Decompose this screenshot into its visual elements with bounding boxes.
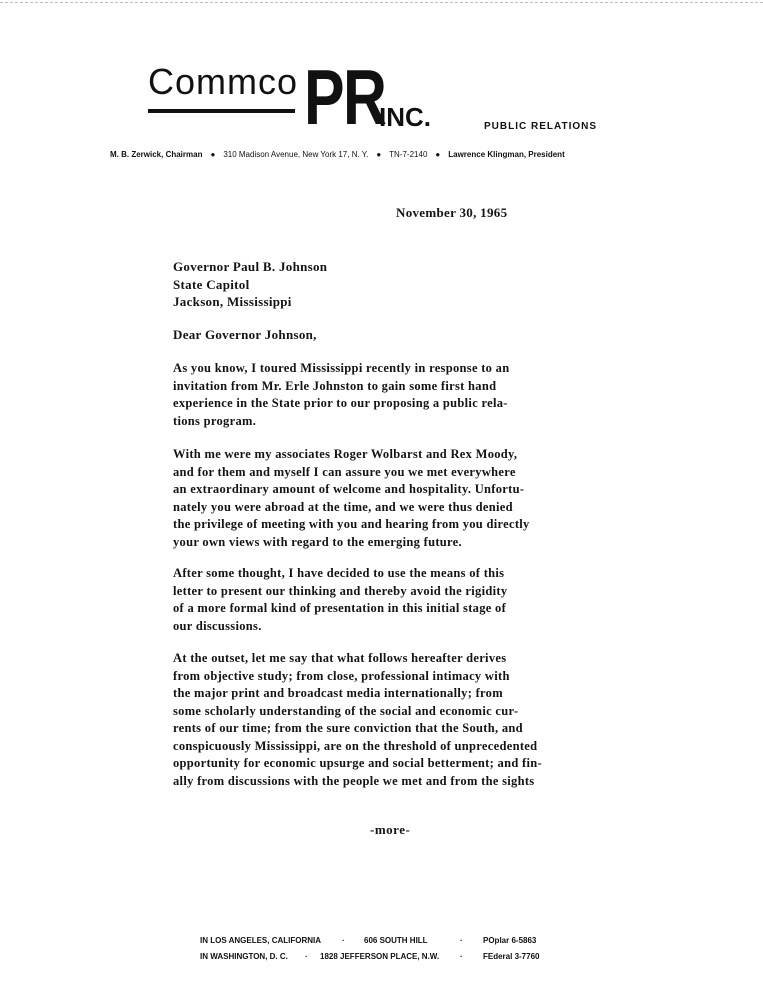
company-tagline: PUBLIC RELATIONS — [484, 121, 598, 132]
paragraph-3 — [173, 565, 673, 635]
company-logo-pr: PR — [304, 53, 386, 141]
text-line: nately you were abroad at the time, and we were thus denied — [173, 499, 513, 514]
text-line: conspicuously Mississippi, are on the threshold of unprecedented — [173, 738, 538, 753]
paragraph-2 — [173, 446, 673, 551]
footer-city: IN LOS ANGELES, CALIFORNIA — [200, 936, 322, 945]
footer-street: 606 SOUTH HILL — [364, 936, 428, 945]
text-line: of a more formal kind of presentation in this initial stage of — [173, 601, 507, 615]
text-line: letter to present our thinking and thereby avoid the rigidity — [173, 583, 508, 598]
recipient-line: Governor Paul B. Johnson — [173, 259, 328, 274]
footer-separator: · — [460, 952, 463, 961]
text-line: from objective study; from close, professional intimacy with — [173, 668, 510, 683]
text-line: rents of our time; from the sure conviction that the South, and — [173, 721, 523, 735]
recipient-line: Jackson, Mississippi — [173, 294, 292, 309]
text-line: our discussions. — [173, 618, 262, 633]
footer-separator: · — [305, 952, 308, 961]
letterhead-contact-line — [110, 150, 650, 159]
company-logo-inc: INC. — [379, 102, 431, 132]
footer-street: 1828 JEFFERSON PLACE, N.W. — [320, 952, 440, 961]
text-line: your own views with regard to the emerging future. — [173, 534, 462, 549]
text-line: With me were my associates Roger Wolbarst and Rex Moody, — [173, 447, 518, 461]
top-dashed-rule — [0, 2, 763, 3]
text-line: and for them and myself I can assure you we met everywhere — [173, 464, 516, 479]
text-line: invitation from Mr. Erle Johnston to gain some first hand — [173, 378, 497, 393]
text-line: After some thought, I have decided to use the means of this — [173, 566, 505, 580]
text-line: the privilege of meeting with you and hearing from you directly — [173, 517, 530, 531]
continuation-marker: -more- — [370, 822, 411, 837]
text-line: At the outset, let me say that what follows hereafter derives — [173, 651, 507, 665]
text-line: some scholarly understanding of the social and economic cur- — [173, 703, 519, 718]
office-phone: TN-7-2140 — [389, 150, 428, 159]
text-line: ally from discussions with the people we met and from the sights — [173, 773, 535, 788]
letter-date: November 30, 1965 — [396, 205, 508, 220]
recipient-address — [173, 258, 653, 311]
salutation: Dear Governor Johnson, — [173, 327, 317, 342]
text-line: experience in the State prior to our proposing a public rela- — [173, 396, 508, 410]
office-address: 310 Madison Avenue, New York 17, N. Y. — [223, 150, 369, 159]
president-name: Lawrence Klingman, President — [448, 150, 565, 159]
bullet-separator: ● — [376, 150, 382, 159]
company-logo-name: Commco — [148, 61, 299, 102]
text-line: the major print and broadcast media internationally; from — [173, 686, 503, 700]
text-line: As you know, I toured Mississippi recently in response to an — [173, 361, 510, 375]
paragraph-4 — [173, 650, 673, 790]
footer-phone: FEderal 3-7760 — [483, 952, 540, 961]
footer-phone: POplar 6-5863 — [483, 936, 537, 945]
text-line: opportunity for economic upsurge and social betterment; and fin- — [173, 756, 542, 770]
bullet-separator: ● — [210, 150, 216, 159]
paragraph-1 — [173, 360, 673, 430]
recipient-line: State Capitol — [173, 276, 250, 292]
bullet-separator: ● — [435, 150, 441, 159]
footer-separator: · — [460, 936, 463, 945]
chairman-name: M. B. Zerwick, Chairman — [110, 150, 203, 159]
footer-city: IN WASHINGTON, D. C. — [200, 952, 288, 961]
text-line: an extraordinary amount of welcome and hospitality. Unfortu- — [173, 482, 525, 496]
footer-separator: · — [342, 936, 345, 945]
text-line: tions program. — [173, 413, 257, 428]
logo-underline — [148, 109, 295, 113]
